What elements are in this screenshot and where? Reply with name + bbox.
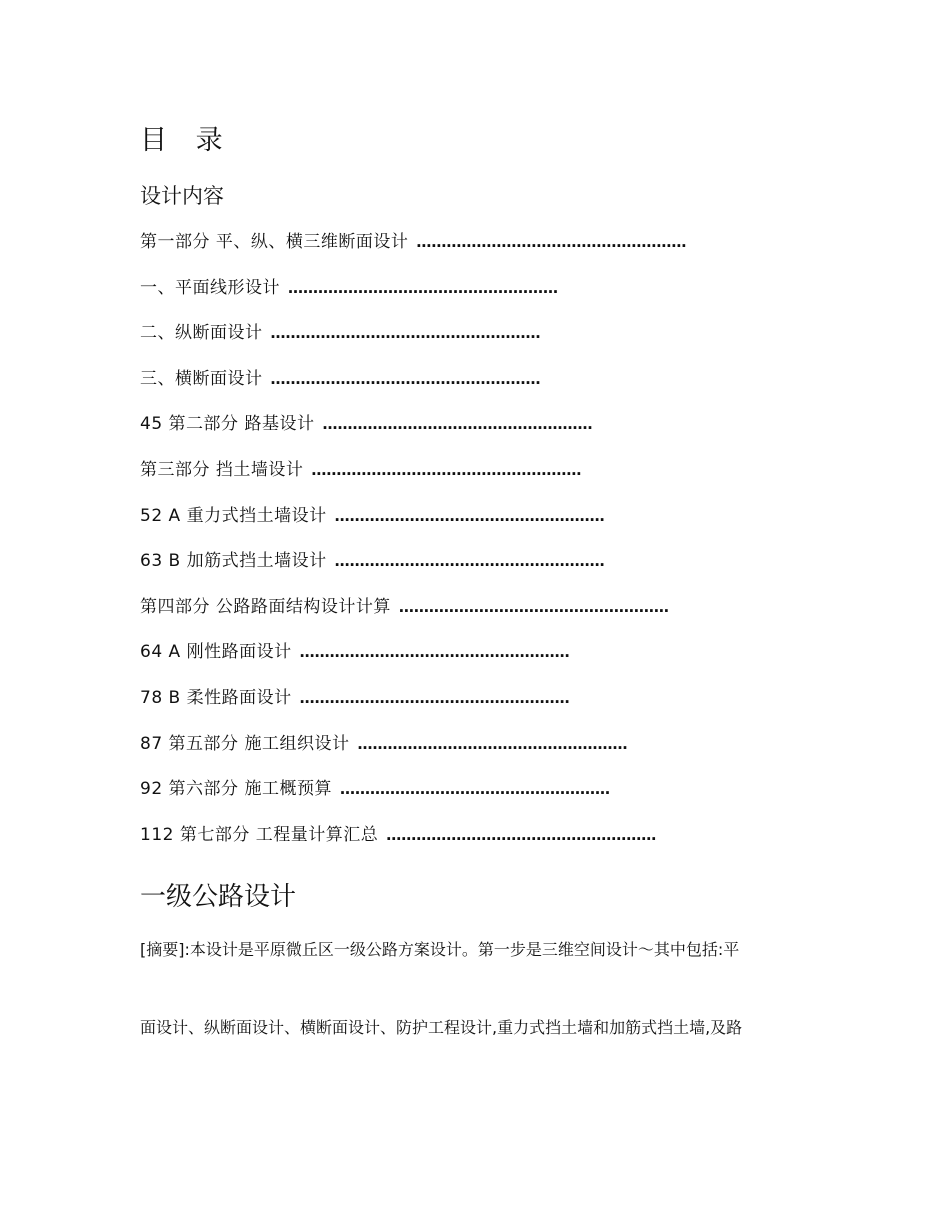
- toc-leader-dots: ………………………………………………: [334, 552, 605, 571]
- toc-leader-dots: ………………………………………………: [334, 506, 605, 525]
- toc-entry[interactable]: [140, 776, 686, 822]
- document-title: 一级公路设计: [140, 882, 297, 912]
- toc-entry[interactable]: [140, 639, 686, 685]
- toc-entry-text: 一、平面线形设计: [140, 277, 280, 298]
- toc-leader-dots: ………………………………………………: [299, 643, 570, 662]
- toc-entry[interactable]: [140, 503, 686, 549]
- toc-leader-dots: ………………………………………………: [270, 369, 541, 388]
- toc-leader-dots: ………………………………………………: [339, 780, 610, 799]
- toc-entry-text: 112 第七部分 工程量计算汇总: [140, 824, 379, 845]
- toc-entry[interactable]: [140, 275, 686, 321]
- toc-leader-dots: ………………………………………………: [270, 324, 541, 343]
- toc-leader-dots: ………………………………………………: [299, 688, 570, 707]
- abstract-paragraph: 面设计、纵断面设计、横断面设计、防护工程设计,重力式挡土墙和加筋式挡土墙,及路: [140, 1018, 743, 1037]
- toc-entry[interactable]: [140, 457, 686, 503]
- toc-entry[interactable]: [140, 822, 686, 868]
- toc-entry[interactable]: [140, 731, 686, 777]
- toc-leader-dots: ………………………………………………: [311, 460, 582, 479]
- toc-entry-text: 87 第五部分 施工组织设计: [140, 733, 350, 754]
- toc-entry-text: 78 B 柔性路面设计: [140, 687, 292, 708]
- toc-entry[interactable]: [140, 229, 686, 275]
- toc-entry-text: 64 A 刚性路面设计: [140, 642, 292, 663]
- toc-leader-dots: ………………………………………………: [398, 597, 669, 616]
- toc-entry[interactable]: [140, 411, 686, 457]
- toc-entry-text: 92 第六部分 施工概预算: [140, 779, 332, 800]
- toc-entry-text: 52 A 重力式挡土墙设计: [140, 505, 327, 526]
- toc-entry[interactable]: [140, 366, 686, 412]
- abstract-paragraph: [摘要]:本设计是平原微丘区一级公路方案设计。第一步是三维空间设计～其中包括:平: [140, 940, 740, 959]
- toc-entry[interactable]: [140, 685, 686, 731]
- toc-leader-dots: ………………………………………………: [288, 278, 558, 297]
- toc-leader-dots: ………………………………………………: [416, 233, 687, 251]
- toc-section-heading: 设计内容: [140, 184, 224, 208]
- toc-list: [140, 229, 686, 867]
- toc-entry-text: 第一部分 平、纵、横三维断面设计: [140, 232, 409, 252]
- toc-entry[interactable]: [140, 320, 686, 366]
- toc-title: 目 录: [140, 125, 233, 156]
- toc-leader-dots: ………………………………………………: [357, 734, 628, 753]
- toc-entry-text: 45 第二部分 路基设计: [140, 414, 315, 435]
- toc-entry-text: 三、横断面设计: [140, 368, 263, 389]
- toc-entry-text: 二、纵断面设计: [140, 323, 263, 344]
- toc-entry-text: 第三部分 挡土墙设计: [140, 459, 304, 480]
- toc-leader-dots: ………………………………………………: [386, 825, 657, 844]
- toc-entry-text: 第四部分 公路路面结构设计计算: [140, 596, 391, 617]
- toc-entry-text: 63 B 加筋式挡土墙设计: [140, 551, 327, 572]
- toc-entry[interactable]: [140, 548, 686, 594]
- toc-leader-dots: ………………………………………………: [322, 415, 593, 434]
- toc-entry[interactable]: [140, 594, 686, 640]
